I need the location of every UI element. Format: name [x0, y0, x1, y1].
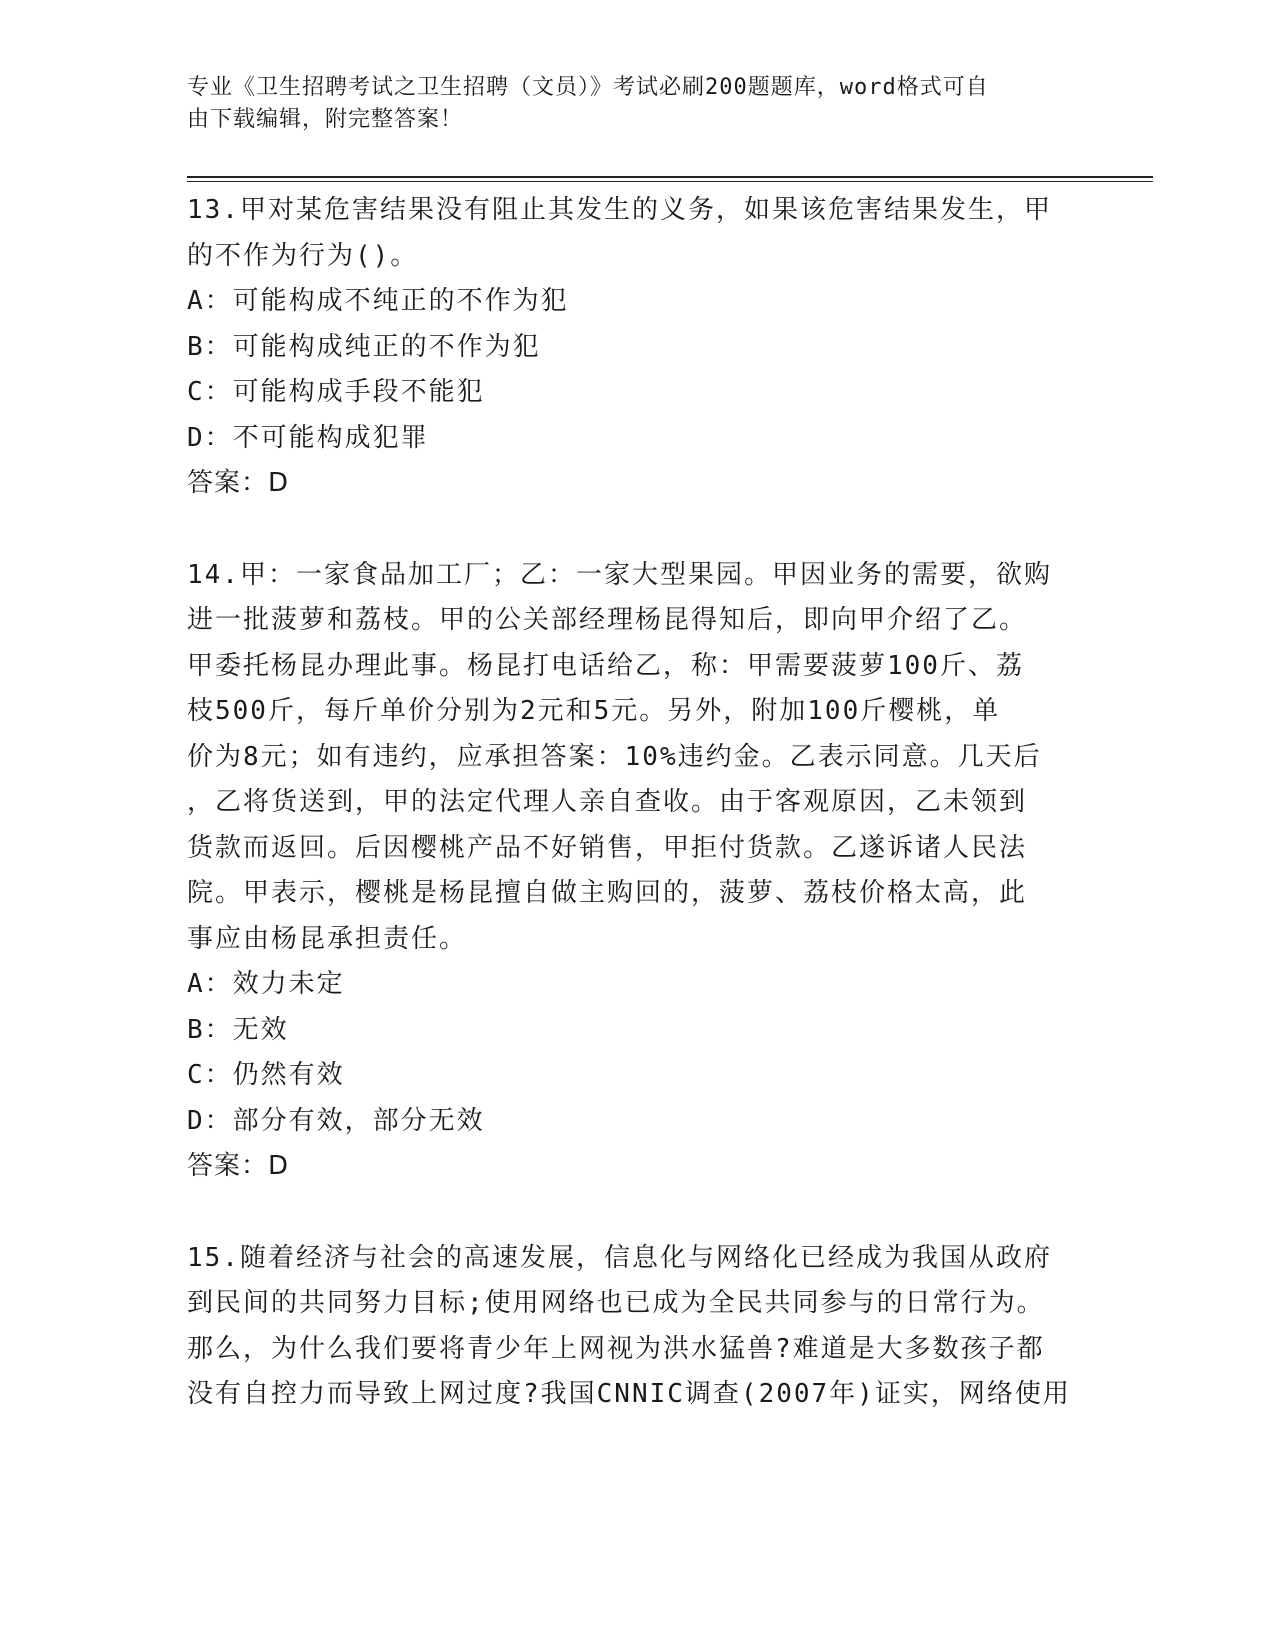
question-14-line-3: 甲委托杨昆办理此事。杨昆打电话给乙，称：甲需要菠萝100斤、荔: [187, 650, 1024, 681]
question-14-line-6: ，乙将货送到，甲的法定代理人亲自查收。由于客观原因，乙未领到: [187, 787, 1028, 817]
question-14-option-a: A：效力未定: [187, 969, 345, 999]
question-13-option-b: B：可能构成纯正的不作为犯: [187, 331, 541, 362]
question-15: [187, 1236, 1087, 1418]
question-15-line-4: 没有自控力而导致上网过度?我国CNNIC调查(2007年)证实，网络使用: [187, 1379, 1071, 1409]
question-15-line-1: 15.随着经济与社会的高速发展，信息化与网络化已经成为我国从政府: [187, 1242, 1052, 1273]
question-14-line-4: 枝500斤，每斤单价分别为2元和5元。另外，附加100斤樱桃，单: [187, 696, 1001, 726]
question-15-line-2: 到民间的共同努力目标;使用网络也已成为全民共同参与的日常行为。: [187, 1288, 1045, 1318]
question-14-line-7: 货款而返回。后因樱桃产品不好销售，甲拒付货款。乙遂诉诸人民法: [187, 832, 1028, 863]
question-13-line-1: 13.甲对某危害结果没有阻止其发生的义务，如果该危害结果发生，甲: [187, 195, 1052, 225]
question-14-line-2: 进一批菠萝和荔枝。甲的公关部经理杨昆得知后，即向甲介绍了乙。: [187, 605, 1028, 635]
question-14-line-9: 事应由杨昆承担责任。: [187, 923, 468, 954]
question-13: [187, 188, 1087, 507]
header-divider-thin: [187, 181, 1153, 182]
question-14-line-1: 14.甲：一家食品加工厂；乙：一家大型果园。甲因业务的需要，欲购: [187, 559, 1052, 590]
question-14-line-8: 院。甲表示，樱桃是杨昆擅自做主购回的，菠萝、荔枝价格太高，此: [187, 878, 1028, 908]
question-14-option-c: C：仍然有效: [187, 1060, 345, 1090]
question-13-option-d: D：不可能构成犯罪: [187, 422, 429, 453]
question-13-answer: 答案：D: [187, 468, 290, 498]
question-13-option-c: C：可能构成手段不能犯: [187, 377, 485, 407]
question-15-line-3: 那么，为什么我们要将青少年上网视为洪水猛兽?难道是大多数孩子都: [187, 1333, 1045, 1364]
header-divider-thick: [187, 176, 1153, 178]
question-14-option-d: D：部分有效，部分无效: [187, 1105, 485, 1136]
question-spacer: [187, 1190, 1087, 1236]
question-list: [187, 188, 1087, 1418]
question-14-answer: 答案：D: [187, 1151, 290, 1181]
question-13-line-2: 的不作为行为()。: [187, 240, 419, 271]
document-header: [187, 72, 1067, 136]
question-13-option-a: A：可能构成不纯正的不作为犯: [187, 286, 569, 316]
question-spacer: [187, 507, 1087, 553]
question-14-line-5: 价为8元；如有违约，应承担答案：10%违约金。乙表示同意。几天后: [187, 741, 1042, 772]
question-14: [187, 553, 1087, 1190]
header-line-2: 由下载编辑，附完整答案！: [187, 107, 464, 132]
question-14-option-b: B：无效: [187, 1014, 289, 1045]
header-line-1: 专业《卫生招聘考试之卫生招聘（文员）》考试必刷200题题库，word格式可自: [187, 75, 989, 100]
